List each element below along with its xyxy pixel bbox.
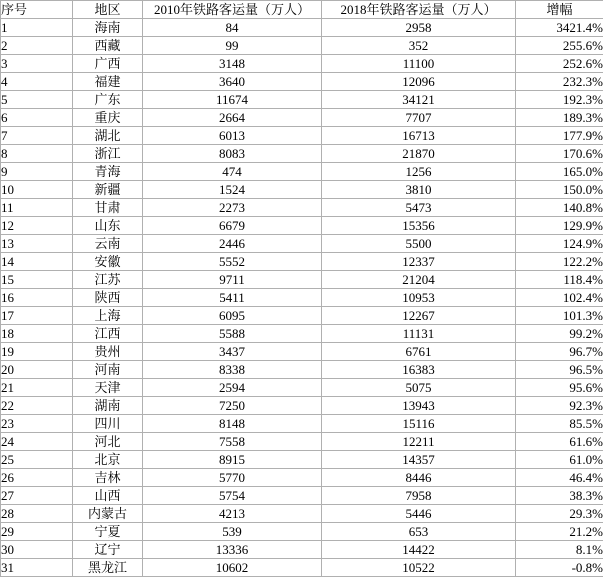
cell-2018-volume: 13943 bbox=[322, 397, 516, 415]
cell-index: 29 bbox=[1, 523, 73, 541]
cell-region: 山东 bbox=[73, 217, 143, 235]
cell-region: 安徽 bbox=[73, 253, 143, 271]
cell-index: 2 bbox=[1, 37, 73, 55]
cell-growth: 21.2% bbox=[516, 523, 603, 541]
cell-growth: 129.9% bbox=[516, 217, 603, 235]
cell-growth: 95.6% bbox=[516, 379, 603, 397]
cell-index: 13 bbox=[1, 235, 73, 253]
cell-growth: 189.3% bbox=[516, 109, 603, 127]
cell-2018-volume: 12337 bbox=[322, 253, 516, 271]
cell-growth: 255.6% bbox=[516, 37, 603, 55]
cell-growth: 102.4% bbox=[516, 289, 603, 307]
cell-2018-volume: 15116 bbox=[322, 415, 516, 433]
cell-index: 25 bbox=[1, 451, 73, 469]
table-row bbox=[1, 307, 603, 325]
cell-2010-volume: 6095 bbox=[143, 307, 322, 325]
cell-index: 21 bbox=[1, 379, 73, 397]
cell-2010-volume: 13336 bbox=[143, 541, 322, 559]
cell-2010-volume: 474 bbox=[143, 163, 322, 181]
cell-index: 8 bbox=[1, 145, 73, 163]
cell-2018-volume: 653 bbox=[322, 523, 516, 541]
cell-growth: 150.0% bbox=[516, 181, 603, 199]
cell-2010-volume: 10602 bbox=[143, 559, 322, 577]
cell-2010-volume: 6013 bbox=[143, 127, 322, 145]
cell-index: 16 bbox=[1, 289, 73, 307]
cell-2010-volume: 1524 bbox=[143, 181, 322, 199]
cell-2018-volume: 11131 bbox=[322, 325, 516, 343]
cell-index: 4 bbox=[1, 73, 73, 91]
cell-2018-volume: 10953 bbox=[322, 289, 516, 307]
cell-2018-volume: 12096 bbox=[322, 73, 516, 91]
cell-index: 18 bbox=[1, 325, 73, 343]
cell-region: 浙江 bbox=[73, 145, 143, 163]
cell-region: 云南 bbox=[73, 235, 143, 253]
table-row bbox=[1, 55, 603, 73]
cell-2010-volume: 5588 bbox=[143, 325, 322, 343]
cell-2010-volume: 5754 bbox=[143, 487, 322, 505]
cell-index: 27 bbox=[1, 487, 73, 505]
table-row bbox=[1, 505, 603, 523]
cell-2018-volume: 5500 bbox=[322, 235, 516, 253]
column-header-2010-volume: 2010年铁路客运量（万人） bbox=[143, 1, 322, 19]
cell-2018-volume: 34121 bbox=[322, 91, 516, 109]
cell-2018-volume: 5446 bbox=[322, 505, 516, 523]
cell-index: 24 bbox=[1, 433, 73, 451]
cell-growth: 177.9% bbox=[516, 127, 603, 145]
table-row bbox=[1, 541, 603, 559]
cell-region: 西藏 bbox=[73, 37, 143, 55]
column-header-growth: 增幅 bbox=[516, 1, 603, 19]
cell-2010-volume: 2446 bbox=[143, 235, 322, 253]
table-row bbox=[1, 109, 603, 127]
table-row bbox=[1, 163, 603, 181]
cell-index: 23 bbox=[1, 415, 73, 433]
cell-index: 30 bbox=[1, 541, 73, 559]
cell-index: 26 bbox=[1, 469, 73, 487]
cell-region: 天津 bbox=[73, 379, 143, 397]
table-row bbox=[1, 343, 603, 361]
cell-growth: 85.5% bbox=[516, 415, 603, 433]
column-header-region: 地区 bbox=[73, 1, 143, 19]
cell-region: 陕西 bbox=[73, 289, 143, 307]
cell-growth: 38.3% bbox=[516, 487, 603, 505]
table-row bbox=[1, 235, 603, 253]
cell-region: 广西 bbox=[73, 55, 143, 73]
column-header-2018-volume: 2018年铁路客运量（万人） bbox=[322, 1, 516, 19]
cell-2010-volume: 5552 bbox=[143, 253, 322, 271]
cell-growth: 192.3% bbox=[516, 91, 603, 109]
cell-2018-volume: 15356 bbox=[322, 217, 516, 235]
cell-2010-volume: 2273 bbox=[143, 199, 322, 217]
cell-index: 15 bbox=[1, 271, 73, 289]
cell-2010-volume: 3640 bbox=[143, 73, 322, 91]
table-row bbox=[1, 181, 603, 199]
table-row bbox=[1, 415, 603, 433]
cell-2010-volume: 5770 bbox=[143, 469, 322, 487]
table-row bbox=[1, 91, 603, 109]
cell-growth: 29.3% bbox=[516, 505, 603, 523]
table-row bbox=[1, 325, 603, 343]
cell-index: 1 bbox=[1, 19, 73, 37]
cell-growth: 61.0% bbox=[516, 451, 603, 469]
cell-2018-volume: 14422 bbox=[322, 541, 516, 559]
cell-2018-volume: 5473 bbox=[322, 199, 516, 217]
cell-region: 河南 bbox=[73, 361, 143, 379]
cell-growth: 92.3% bbox=[516, 397, 603, 415]
cell-growth: 165.0% bbox=[516, 163, 603, 181]
table-row bbox=[1, 523, 603, 541]
cell-index: 5 bbox=[1, 91, 73, 109]
cell-growth: 252.6% bbox=[516, 55, 603, 73]
cell-index: 10 bbox=[1, 181, 73, 199]
cell-region: 辽宁 bbox=[73, 541, 143, 559]
cell-index: 9 bbox=[1, 163, 73, 181]
cell-region: 新疆 bbox=[73, 181, 143, 199]
header-row bbox=[1, 1, 603, 19]
table-row bbox=[1, 397, 603, 415]
cell-region: 青海 bbox=[73, 163, 143, 181]
cell-2010-volume: 11674 bbox=[143, 91, 322, 109]
cell-2018-volume: 3810 bbox=[322, 181, 516, 199]
cell-2010-volume: 8148 bbox=[143, 415, 322, 433]
cell-index: 12 bbox=[1, 217, 73, 235]
cell-growth: 96.5% bbox=[516, 361, 603, 379]
table-row bbox=[1, 361, 603, 379]
table-row bbox=[1, 433, 603, 451]
cell-growth: 46.4% bbox=[516, 469, 603, 487]
cell-index: 6 bbox=[1, 109, 73, 127]
table-row bbox=[1, 451, 603, 469]
cell-2018-volume: 7958 bbox=[322, 487, 516, 505]
cell-2010-volume: 3437 bbox=[143, 343, 322, 361]
cell-2018-volume: 12211 bbox=[322, 433, 516, 451]
cell-growth: 3421.4% bbox=[516, 19, 603, 37]
table-row bbox=[1, 145, 603, 163]
table-row bbox=[1, 19, 603, 37]
cell-2018-volume: 10522 bbox=[322, 559, 516, 577]
cell-growth: 96.7% bbox=[516, 343, 603, 361]
cell-2018-volume: 8446 bbox=[322, 469, 516, 487]
cell-2018-volume: 16383 bbox=[322, 361, 516, 379]
table-row bbox=[1, 73, 603, 91]
cell-region: 吉林 bbox=[73, 469, 143, 487]
cell-2010-volume: 2594 bbox=[143, 379, 322, 397]
table-body bbox=[1, 19, 603, 577]
cell-2010-volume: 6679 bbox=[143, 217, 322, 235]
cell-region: 海南 bbox=[73, 19, 143, 37]
cell-region: 内蒙古 bbox=[73, 505, 143, 523]
cell-index: 7 bbox=[1, 127, 73, 145]
cell-2010-volume: 99 bbox=[143, 37, 322, 55]
cell-2010-volume: 2664 bbox=[143, 109, 322, 127]
cell-2010-volume: 3148 bbox=[143, 55, 322, 73]
cell-2018-volume: 12267 bbox=[322, 307, 516, 325]
cell-region: 北京 bbox=[73, 451, 143, 469]
cell-2010-volume: 84 bbox=[143, 19, 322, 37]
cell-growth: -0.8% bbox=[516, 559, 603, 577]
cell-index: 17 bbox=[1, 307, 73, 325]
cell-2010-volume: 8915 bbox=[143, 451, 322, 469]
cell-region: 江苏 bbox=[73, 271, 143, 289]
cell-2018-volume: 7707 bbox=[322, 109, 516, 127]
cell-region: 江西 bbox=[73, 325, 143, 343]
cell-2010-volume: 539 bbox=[143, 523, 322, 541]
cell-2010-volume: 8338 bbox=[143, 361, 322, 379]
table-row bbox=[1, 127, 603, 145]
table-row bbox=[1, 289, 603, 307]
cell-index: 19 bbox=[1, 343, 73, 361]
cell-region: 福建 bbox=[73, 73, 143, 91]
cell-region: 河北 bbox=[73, 433, 143, 451]
cell-2018-volume: 21870 bbox=[322, 145, 516, 163]
cell-region: 山西 bbox=[73, 487, 143, 505]
cell-growth: 118.4% bbox=[516, 271, 603, 289]
cell-region: 甘肃 bbox=[73, 199, 143, 217]
cell-2018-volume: 2958 bbox=[322, 19, 516, 37]
cell-region: 宁夏 bbox=[73, 523, 143, 541]
cell-2018-volume: 16713 bbox=[322, 127, 516, 145]
cell-2018-volume: 21204 bbox=[322, 271, 516, 289]
cell-growth: 170.6% bbox=[516, 145, 603, 163]
cell-2010-volume: 7558 bbox=[143, 433, 322, 451]
column-header-index: 序号 bbox=[1, 1, 73, 19]
cell-growth: 8.1% bbox=[516, 541, 603, 559]
cell-2018-volume: 14357 bbox=[322, 451, 516, 469]
cell-region: 上海 bbox=[73, 307, 143, 325]
cell-2018-volume: 352 bbox=[322, 37, 516, 55]
cell-index: 11 bbox=[1, 199, 73, 217]
cell-index: 22 bbox=[1, 397, 73, 415]
cell-region: 湖北 bbox=[73, 127, 143, 145]
cell-2018-volume: 6761 bbox=[322, 343, 516, 361]
table-row bbox=[1, 487, 603, 505]
cell-growth: 101.3% bbox=[516, 307, 603, 325]
cell-region: 贵州 bbox=[73, 343, 143, 361]
cell-2018-volume: 1256 bbox=[322, 163, 516, 181]
table-row bbox=[1, 379, 603, 397]
cell-growth: 122.2% bbox=[516, 253, 603, 271]
cell-region: 四川 bbox=[73, 415, 143, 433]
table-row bbox=[1, 271, 603, 289]
cell-growth: 140.8% bbox=[516, 199, 603, 217]
cell-index: 3 bbox=[1, 55, 73, 73]
cell-region: 重庆 bbox=[73, 109, 143, 127]
table-row bbox=[1, 559, 603, 577]
cell-growth: 124.9% bbox=[516, 235, 603, 253]
cell-region: 广东 bbox=[73, 91, 143, 109]
cell-index: 28 bbox=[1, 505, 73, 523]
table-row bbox=[1, 199, 603, 217]
cell-index: 31 bbox=[1, 559, 73, 577]
cell-2010-volume: 8083 bbox=[143, 145, 322, 163]
cell-2010-volume: 7250 bbox=[143, 397, 322, 415]
cell-growth: 61.6% bbox=[516, 433, 603, 451]
table-row bbox=[1, 217, 603, 235]
table-row bbox=[1, 469, 603, 487]
cell-2010-volume: 4213 bbox=[143, 505, 322, 523]
cell-index: 14 bbox=[1, 253, 73, 271]
cell-index: 20 bbox=[1, 361, 73, 379]
cell-2018-volume: 5075 bbox=[322, 379, 516, 397]
cell-2018-volume: 11100 bbox=[322, 55, 516, 73]
cell-region: 湖南 bbox=[73, 397, 143, 415]
cell-2010-volume: 5411 bbox=[143, 289, 322, 307]
table-row bbox=[1, 253, 603, 271]
cell-2010-volume: 9711 bbox=[143, 271, 322, 289]
cell-growth: 232.3% bbox=[516, 73, 603, 91]
cell-region: 黑龙江 bbox=[73, 559, 143, 577]
cell-growth: 99.2% bbox=[516, 325, 603, 343]
table-row bbox=[1, 37, 603, 55]
